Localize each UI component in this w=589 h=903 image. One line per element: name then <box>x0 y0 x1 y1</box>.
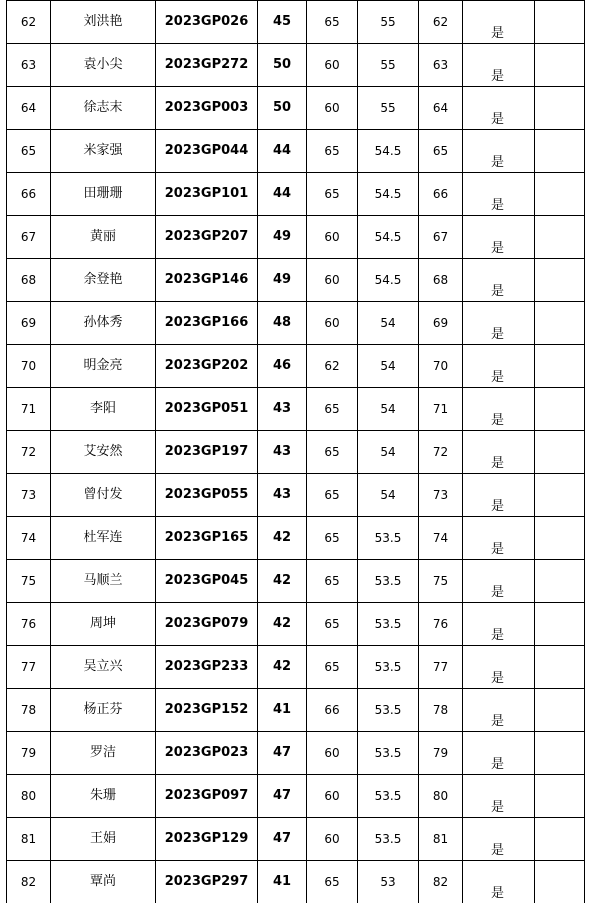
cell-remark <box>535 388 585 431</box>
cell-score-interview: 65 <box>307 861 358 903</box>
cell-rank: 77 <box>419 646 463 689</box>
table-row <box>7 302 585 345</box>
cell-rank: 62 <box>419 1 463 44</box>
cell-name: 李阳 <box>51 388 156 431</box>
table-row <box>7 775 585 818</box>
cell-seq: 65 <box>7 130 51 173</box>
cell-rank: 72 <box>419 431 463 474</box>
cell-seq: 70 <box>7 345 51 388</box>
cell-rank: 80 <box>419 775 463 818</box>
cell-qualified <box>463 173 535 216</box>
table-row <box>7 861 585 903</box>
table-row <box>7 603 585 646</box>
cell-score-interview: 60 <box>307 44 358 87</box>
cell-remark <box>535 517 585 560</box>
cell-seq: 73 <box>7 474 51 517</box>
cell-seq: 67 <box>7 216 51 259</box>
table-row <box>7 818 585 861</box>
cell-candidate-id: 2023GP233 <box>156 646 258 689</box>
cell-name: 田珊珊 <box>51 173 156 216</box>
cell-total-score: 53.5 <box>358 646 419 689</box>
cell-name: 覃尚 <box>51 861 156 903</box>
cell-remark <box>535 775 585 818</box>
cell-score-interview: 60 <box>307 818 358 861</box>
table-row <box>7 560 585 603</box>
cell-seq: 80 <box>7 775 51 818</box>
cell-candidate-id: 2023GP044 <box>156 130 258 173</box>
cell-candidate-id: 2023GP272 <box>156 44 258 87</box>
cell-qualified <box>463 216 535 259</box>
cell-candidate-id: 2023GP207 <box>156 216 258 259</box>
cell-score-written: 50 <box>258 87 307 130</box>
cell-seq: 71 <box>7 388 51 431</box>
table-row <box>7 216 585 259</box>
cell-remark <box>535 818 585 861</box>
table-row <box>7 689 585 732</box>
cell-rank: 71 <box>419 388 463 431</box>
cell-score-written: 42 <box>258 646 307 689</box>
cell-candidate-id: 2023GP202 <box>156 345 258 388</box>
cell-remark <box>535 1 585 44</box>
table-row <box>7 1 585 44</box>
cell-score-interview: 60 <box>307 775 358 818</box>
cell-seq: 63 <box>7 44 51 87</box>
cell-score-interview: 65 <box>307 474 358 517</box>
cell-rank: 79 <box>419 732 463 775</box>
cell-rank: 81 <box>419 818 463 861</box>
cell-qualified <box>463 603 535 646</box>
cell-candidate-id: 2023GP055 <box>156 474 258 517</box>
table-row <box>7 44 585 87</box>
qualified-label: 是 <box>491 26 504 41</box>
cell-score-written: 49 <box>258 216 307 259</box>
cell-seq: 64 <box>7 87 51 130</box>
cell-score-interview: 65 <box>307 173 358 216</box>
cell-total-score: 54 <box>358 345 419 388</box>
cell-remark <box>535 216 585 259</box>
qualified-label: 是 <box>491 413 504 428</box>
cell-seq: 68 <box>7 259 51 302</box>
cell-score-written: 47 <box>258 818 307 861</box>
qualified-label: 是 <box>491 284 504 299</box>
cell-seq: 78 <box>7 689 51 732</box>
cell-remark <box>535 861 585 903</box>
cell-name: 米家强 <box>51 130 156 173</box>
cell-remark <box>535 259 585 302</box>
cell-name: 王娟 <box>51 818 156 861</box>
cell-score-interview: 60 <box>307 216 358 259</box>
cell-total-score: 55 <box>358 44 419 87</box>
cell-seq: 74 <box>7 517 51 560</box>
table-row <box>7 345 585 388</box>
cell-name: 马顺兰 <box>51 560 156 603</box>
cell-qualified <box>463 861 535 903</box>
cell-score-interview: 65 <box>307 388 358 431</box>
cell-rank: 78 <box>419 689 463 732</box>
cell-qualified <box>463 87 535 130</box>
cell-score-interview: 60 <box>307 87 358 130</box>
cell-name: 朱珊 <box>51 775 156 818</box>
cell-score-interview: 65 <box>307 130 358 173</box>
cell-seq: 77 <box>7 646 51 689</box>
cell-score-written: 50 <box>258 44 307 87</box>
cell-total-score: 53.5 <box>358 560 419 603</box>
cell-score-written: 43 <box>258 431 307 474</box>
cell-name: 黄丽 <box>51 216 156 259</box>
cell-score-written: 42 <box>258 603 307 646</box>
table-row <box>7 173 585 216</box>
cell-name: 刘洪艳 <box>51 1 156 44</box>
qualified-label: 是 <box>491 198 504 213</box>
cell-remark <box>535 173 585 216</box>
cell-qualified <box>463 732 535 775</box>
cell-rank: 66 <box>419 173 463 216</box>
cell-total-score: 53.5 <box>358 689 419 732</box>
cell-total-score: 53.5 <box>358 732 419 775</box>
qualified-label: 是 <box>491 456 504 471</box>
cell-seq: 82 <box>7 861 51 903</box>
cell-rank: 82 <box>419 861 463 903</box>
cell-score-interview: 65 <box>307 517 358 560</box>
qualified-label: 是 <box>491 671 504 686</box>
cell-score-written: 49 <box>258 259 307 302</box>
cell-total-score: 53.5 <box>358 603 419 646</box>
cell-total-score: 55 <box>358 1 419 44</box>
cell-score-written: 44 <box>258 173 307 216</box>
cell-name: 杨正芬 <box>51 689 156 732</box>
cell-name: 徐志末 <box>51 87 156 130</box>
qualified-label: 是 <box>491 370 504 385</box>
cell-remark <box>535 732 585 775</box>
cell-total-score: 54 <box>358 388 419 431</box>
cell-total-score: 53.5 <box>358 775 419 818</box>
table-row <box>7 130 585 173</box>
cell-candidate-id: 2023GP197 <box>156 431 258 474</box>
cell-score-written: 43 <box>258 474 307 517</box>
cell-qualified <box>463 259 535 302</box>
cell-score-written: 47 <box>258 775 307 818</box>
qualified-label: 是 <box>491 714 504 729</box>
cell-rank: 76 <box>419 603 463 646</box>
cell-candidate-id: 2023GP129 <box>156 818 258 861</box>
cell-total-score: 54.5 <box>358 216 419 259</box>
table-row <box>7 517 585 560</box>
cell-rank: 69 <box>419 302 463 345</box>
qualified-label: 是 <box>491 628 504 643</box>
cell-qualified <box>463 646 535 689</box>
cell-score-interview: 65 <box>307 603 358 646</box>
cell-candidate-id: 2023GP152 <box>156 689 258 732</box>
cell-name: 袁小尖 <box>51 44 156 87</box>
cell-rank: 70 <box>419 345 463 388</box>
score-table <box>6 0 585 903</box>
table-row <box>7 87 585 130</box>
cell-remark <box>535 87 585 130</box>
cell-remark <box>535 431 585 474</box>
cell-total-score: 53 <box>358 861 419 903</box>
qualified-label: 是 <box>491 69 504 84</box>
qualified-label: 是 <box>491 800 504 815</box>
table-row <box>7 646 585 689</box>
cell-total-score: 54 <box>358 302 419 345</box>
cell-candidate-id: 2023GP079 <box>156 603 258 646</box>
qualified-label: 是 <box>491 155 504 170</box>
cell-qualified <box>463 775 535 818</box>
cell-qualified <box>463 560 535 603</box>
cell-qualified <box>463 689 535 732</box>
cell-name: 孙体秀 <box>51 302 156 345</box>
table-row <box>7 259 585 302</box>
table-body <box>7 1 585 903</box>
cell-score-interview: 65 <box>307 431 358 474</box>
cell-total-score: 54.5 <box>358 130 419 173</box>
cell-name: 明金亮 <box>51 345 156 388</box>
cell-score-written: 44 <box>258 130 307 173</box>
cell-remark <box>535 302 585 345</box>
cell-remark <box>535 345 585 388</box>
cell-rank: 73 <box>419 474 463 517</box>
cell-rank: 67 <box>419 216 463 259</box>
cell-name: 余登艳 <box>51 259 156 302</box>
cell-seq: 76 <box>7 603 51 646</box>
cell-seq: 62 <box>7 1 51 44</box>
cell-remark <box>535 646 585 689</box>
cell-seq: 69 <box>7 302 51 345</box>
qualified-label: 是 <box>491 843 504 858</box>
cell-rank: 63 <box>419 44 463 87</box>
cell-rank: 68 <box>419 259 463 302</box>
cell-score-written: 45 <box>258 1 307 44</box>
cell-score-written: 47 <box>258 732 307 775</box>
cell-total-score: 54.5 <box>358 173 419 216</box>
cell-score-interview: 65 <box>307 646 358 689</box>
cell-qualified <box>463 345 535 388</box>
qualified-label: 是 <box>491 585 504 600</box>
cell-remark <box>535 130 585 173</box>
cell-name: 艾安然 <box>51 431 156 474</box>
cell-score-interview: 60 <box>307 732 358 775</box>
qualified-label: 是 <box>491 327 504 342</box>
cell-score-written: 48 <box>258 302 307 345</box>
cell-score-interview: 62 <box>307 345 358 388</box>
cell-qualified <box>463 1 535 44</box>
cell-remark <box>535 689 585 732</box>
cell-candidate-id: 2023GP166 <box>156 302 258 345</box>
cell-total-score: 55 <box>358 87 419 130</box>
cell-score-written: 46 <box>258 345 307 388</box>
table-row <box>7 388 585 431</box>
cell-candidate-id: 2023GP051 <box>156 388 258 431</box>
cell-candidate-id: 2023GP026 <box>156 1 258 44</box>
cell-qualified <box>463 431 535 474</box>
cell-total-score: 54 <box>358 474 419 517</box>
qualified-label: 是 <box>491 112 504 127</box>
cell-rank: 74 <box>419 517 463 560</box>
cell-score-written: 41 <box>258 689 307 732</box>
cell-name: 曾付发 <box>51 474 156 517</box>
table-row <box>7 732 585 775</box>
cell-seq: 66 <box>7 173 51 216</box>
cell-qualified <box>463 474 535 517</box>
cell-qualified <box>463 517 535 560</box>
cell-candidate-id: 2023GP165 <box>156 517 258 560</box>
cell-name: 吴立兴 <box>51 646 156 689</box>
cell-candidate-id: 2023GP003 <box>156 87 258 130</box>
cell-score-written: 42 <box>258 517 307 560</box>
cell-remark <box>535 560 585 603</box>
cell-qualified <box>463 44 535 87</box>
cell-candidate-id: 2023GP297 <box>156 861 258 903</box>
table-row <box>7 474 585 517</box>
cell-rank: 75 <box>419 560 463 603</box>
cell-name: 周坤 <box>51 603 156 646</box>
cell-seq: 79 <box>7 732 51 775</box>
cell-score-interview: 66 <box>307 689 358 732</box>
cell-total-score: 54 <box>358 431 419 474</box>
cell-rank: 65 <box>419 130 463 173</box>
cell-score-interview: 65 <box>307 1 358 44</box>
cell-candidate-id: 2023GP101 <box>156 173 258 216</box>
cell-seq: 72 <box>7 431 51 474</box>
cell-candidate-id: 2023GP045 <box>156 560 258 603</box>
cell-score-interview: 65 <box>307 560 358 603</box>
cell-remark <box>535 44 585 87</box>
qualified-label: 是 <box>491 886 504 901</box>
cell-remark <box>535 474 585 517</box>
cell-score-written: 43 <box>258 388 307 431</box>
cell-score-written: 42 <box>258 560 307 603</box>
cell-qualified <box>463 388 535 431</box>
cell-seq: 81 <box>7 818 51 861</box>
cell-name: 杜军连 <box>51 517 156 560</box>
cell-name: 罗洁 <box>51 732 156 775</box>
cell-total-score: 53.5 <box>358 517 419 560</box>
cell-candidate-id: 2023GP146 <box>156 259 258 302</box>
cell-rank: 64 <box>419 87 463 130</box>
qualified-label: 是 <box>491 542 504 557</box>
cell-total-score: 53.5 <box>358 818 419 861</box>
cell-candidate-id: 2023GP097 <box>156 775 258 818</box>
cell-qualified <box>463 818 535 861</box>
cell-qualified <box>463 130 535 173</box>
cell-candidate-id: 2023GP023 <box>156 732 258 775</box>
cell-qualified <box>463 302 535 345</box>
cell-total-score: 54.5 <box>358 259 419 302</box>
cell-score-written: 41 <box>258 861 307 903</box>
cell-score-interview: 60 <box>307 259 358 302</box>
cell-remark <box>535 603 585 646</box>
cell-score-interview: 60 <box>307 302 358 345</box>
qualified-label: 是 <box>491 757 504 772</box>
qualified-label: 是 <box>491 499 504 514</box>
cell-seq: 75 <box>7 560 51 603</box>
table-row <box>7 431 585 474</box>
qualified-label: 是 <box>491 241 504 256</box>
